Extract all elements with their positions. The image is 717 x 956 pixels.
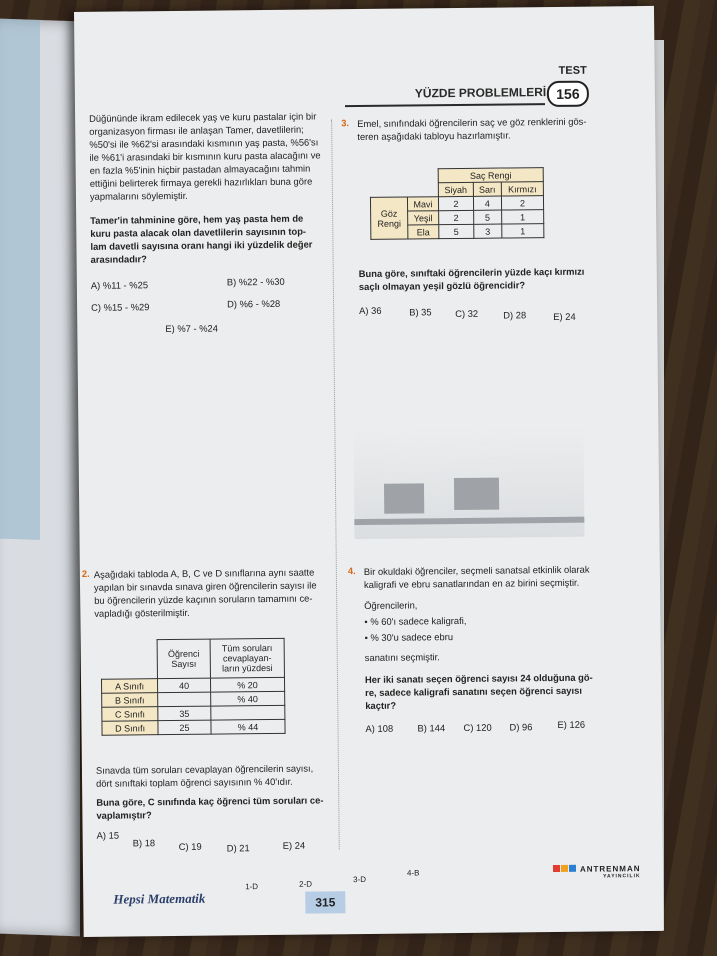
reflection-shape bbox=[384, 483, 424, 513]
q3-question bbox=[359, 264, 629, 293]
q3-question-line: saçlı olmayan yeşil gözlü öğrencidir? bbox=[358, 279, 526, 293]
q2-row-label: C Sınıfı bbox=[102, 707, 158, 722]
q1-line: ettiğini belirterek firmaya gerekli hazırlıkları buna göre bbox=[89, 175, 313, 189]
q3-option-c[interactable]: C) 32 bbox=[455, 307, 479, 320]
q4-bullet-text: % 60'ı sadece kaligrafi, bbox=[370, 614, 467, 627]
q3-number: 3. bbox=[341, 117, 350, 129]
q1-line: yapmalarını söylemiştir. bbox=[89, 189, 188, 202]
q2-option-e[interactable]: E) 24 bbox=[282, 839, 306, 851]
brand-name: Hepsi Matematik bbox=[113, 890, 206, 907]
q2-line: vapladığı gösterilmiştir. bbox=[94, 606, 190, 619]
q4-bullet: • % 60'ı sadece kaligrafi, bbox=[364, 614, 467, 627]
q3-line: teren aşağıdaki tabloyu hazırlamıştır. bbox=[357, 129, 511, 143]
q3-cell: 5 bbox=[439, 224, 474, 238]
q2-row-count: 25 bbox=[158, 720, 211, 735]
q4-option-e[interactable]: E) 126 bbox=[557, 718, 586, 730]
q4-line: Bir okuldaki öğrenciler, seçmeli sanatsal etkinlik olarak bbox=[363, 563, 590, 577]
left-page-edge bbox=[0, 19, 80, 937]
q4-option-c[interactable]: C) 120 bbox=[463, 721, 492, 733]
q1-question bbox=[90, 211, 327, 265]
q2-question bbox=[96, 793, 332, 821]
q2-row-label: D Sınıfı bbox=[102, 721, 158, 736]
q2-after-line: Sınavda tüm soruları cevaplayan öğrencilerin sayısı, bbox=[95, 762, 314, 776]
logo-square bbox=[569, 865, 576, 872]
q2-after-line: dört sınıftaki toplam öğrenci sayısının % 40'ıdır. bbox=[96, 775, 293, 789]
q3-row-label: Ela bbox=[408, 225, 439, 239]
q2-line: Aşağıdaki tabloda A, B, C ve D sınıflarına aynı saatte bbox=[93, 566, 315, 580]
q1-line: %50'si ile %62'si arasındaki kısmının yaş pasta, %56'sı bbox=[89, 136, 319, 150]
q3-table-top-head: Saç Rengi bbox=[438, 168, 543, 183]
q2-text bbox=[94, 565, 331, 619]
q1-option-a[interactable]: A) %11 - %25 bbox=[90, 279, 149, 291]
q3-cell: 5 bbox=[474, 210, 502, 224]
logo-square bbox=[561, 865, 568, 872]
publisher-logo bbox=[553, 864, 641, 880]
q2-row-pct: % 20 bbox=[210, 677, 284, 692]
q1-line: en fazla %5'inin hiçbir pastadan almayacağını tahmin bbox=[89, 162, 311, 176]
reflection-shape bbox=[354, 517, 584, 525]
q1-question-line: arasındadır? bbox=[90, 253, 147, 265]
q4-intro: Öğrencilerin, bbox=[364, 599, 418, 611]
q3-line: Emel, sınıfındaki öğrencilerin saç ve göz renklerini gös- bbox=[357, 115, 587, 130]
answer-key-1: 1-D bbox=[245, 882, 259, 892]
q1-option-b[interactable]: B) %22 - %30 bbox=[226, 275, 285, 288]
q3-col-head: Sarı bbox=[473, 182, 501, 196]
q2-row-count: 40 bbox=[158, 678, 211, 693]
q4-question-line: kaçtır? bbox=[365, 699, 397, 711]
q2-line: yapılan bir sınavda sınava giren öğrencilerin sayısı ile bbox=[93, 579, 317, 593]
q1-question-line: Tamer'in tahminine göre, hem yaş pasta hem de bbox=[90, 212, 304, 226]
q3-table bbox=[370, 167, 545, 240]
answer-key-3: 3-D bbox=[353, 874, 367, 885]
test-label: TEST bbox=[558, 64, 587, 77]
q3-cell: 3 bbox=[474, 224, 502, 238]
column-divider bbox=[331, 119, 341, 849]
q1-line: Düğününde ikram edilecek yaş ve kuru pastalar için bir bbox=[89, 110, 317, 124]
q4-bullet-text: % 30'u sadece ebru bbox=[370, 631, 454, 643]
q3-row-label: Mavi bbox=[407, 197, 438, 211]
q3-col-head: Kırmızı bbox=[501, 182, 543, 196]
answer-key-2: 2-D bbox=[299, 879, 313, 889]
q4-question-line: re, sadece kaligrafi sanatını seçen öğrenci sayısı bbox=[365, 684, 582, 698]
q3-option-a[interactable]: A) 36 bbox=[359, 304, 382, 317]
q2-option-d[interactable]: D) 21 bbox=[226, 842, 250, 854]
q2-row-count bbox=[158, 692, 211, 707]
q3-option-e[interactable]: E) 24 bbox=[553, 310, 576, 322]
book-page bbox=[74, 6, 664, 937]
q3-question-line: Buna göre, sınıftaki öğrencilerin yüzde kaçı kırmızı bbox=[358, 265, 585, 280]
q2-table-head-pct: Tüm soruları cevaplayan- ların yüzdesi bbox=[210, 638, 285, 678]
q2-option-a[interactable]: A) 15 bbox=[96, 829, 120, 841]
q3-option-d[interactable]: D) 28 bbox=[503, 309, 527, 321]
q4-number: 4. bbox=[347, 565, 356, 577]
q1-option-c[interactable]: C) %15 - %29 bbox=[91, 301, 150, 313]
q3-cell: 2 bbox=[438, 196, 473, 210]
q3-row-label: Yeşil bbox=[408, 211, 439, 225]
test-number-badge: 156 bbox=[547, 81, 589, 107]
page-photo-reflection bbox=[353, 427, 584, 539]
q4-after: sanatını seçmiştir. bbox=[364, 651, 440, 663]
q3-cell: 1 bbox=[502, 224, 544, 238]
q4-text bbox=[364, 562, 634, 591]
q2-row-label: B Sınıfı bbox=[102, 693, 158, 708]
q3-side-head: Göz Rengi bbox=[370, 197, 407, 239]
q2-row-pct: % 40 bbox=[211, 691, 285, 706]
q3-col-head: Siyah bbox=[438, 182, 473, 196]
q3-option-b[interactable]: B) 35 bbox=[409, 306, 432, 318]
publisher-name: ANTRENMAN bbox=[579, 864, 641, 874]
q3-cell: 4 bbox=[473, 196, 501, 210]
q2-row-pct bbox=[211, 705, 285, 720]
q2-row-pct: % 44 bbox=[211, 719, 285, 734]
q4-bullet: • % 30'u sadece ebru bbox=[364, 631, 454, 643]
q3-cell: 2 bbox=[438, 210, 473, 224]
q2-table bbox=[101, 638, 286, 736]
q4-option-b[interactable]: B) 144 bbox=[417, 722, 446, 734]
logo-square bbox=[553, 865, 560, 872]
q2-row-count: 35 bbox=[158, 706, 211, 721]
q4-question bbox=[365, 670, 635, 712]
q1-question-line: kuru pasta alacak olan davetlilerin sayısının top- bbox=[90, 225, 307, 239]
q2-number: 2. bbox=[81, 567, 90, 579]
q2-line: bu öğrencilerin yüzde kaçının soruların tamamını ce- bbox=[94, 592, 313, 606]
q1-line: ile %61'i arasındaki bir kısmının kuru pasta alacağını ve bbox=[89, 149, 321, 163]
answer-key-4: 4-B bbox=[406, 868, 420, 878]
q1-text bbox=[89, 109, 326, 202]
q2-after bbox=[96, 761, 332, 789]
q4-option-a[interactable]: A) 108 bbox=[365, 722, 394, 734]
q2-option-c[interactable]: C) 19 bbox=[178, 840, 202, 852]
page-number: 315 bbox=[305, 891, 345, 913]
q1-option-e[interactable]: E) %7 - %24 bbox=[165, 322, 218, 335]
q1-question-line: lam davetli sayısına oranı hangi iki yüzdelik değer bbox=[90, 238, 313, 252]
publisher-sub: YAYINCILIK bbox=[603, 873, 641, 880]
q4-question-line: Her iki sanatı seçen öğrenci sayısı 24 olduğuna gö- bbox=[364, 671, 593, 685]
q4-option-d[interactable]: D) 96 bbox=[509, 721, 533, 733]
left-page-shade bbox=[0, 19, 40, 540]
q3-cell: 1 bbox=[501, 210, 543, 224]
q3-text bbox=[357, 114, 627, 143]
q2-option-b[interactable]: B) 18 bbox=[132, 837, 156, 849]
q2-question-line: Buna göre, C sınıfında kaç öğrenci tüm soruları ce- bbox=[96, 794, 324, 808]
q2-table-corner bbox=[101, 640, 158, 680]
q1-line: organizasyon firması ile anlaşan Tamer, davetlilerin; bbox=[89, 123, 304, 137]
q3-cell: 2 bbox=[501, 196, 543, 210]
reflection-shape bbox=[454, 478, 499, 510]
section-title: YÜZDE PROBLEMLERİ bbox=[414, 85, 547, 101]
q2-question-line: vaplamıştır? bbox=[96, 809, 152, 821]
q2-table-head-count: Öğrenci Sayısı bbox=[157, 639, 210, 679]
header-rule bbox=[345, 103, 545, 107]
q1-option-d[interactable]: D) %6 - %28 bbox=[227, 297, 281, 310]
q4-line: kaligrafi ve ebru sanatlarından en az birini seçmiştir. bbox=[363, 576, 580, 590]
q2-row-label: A Sınıfı bbox=[101, 679, 157, 694]
q3-table-corner bbox=[370, 169, 438, 184]
q3-table-corner bbox=[370, 183, 438, 198]
